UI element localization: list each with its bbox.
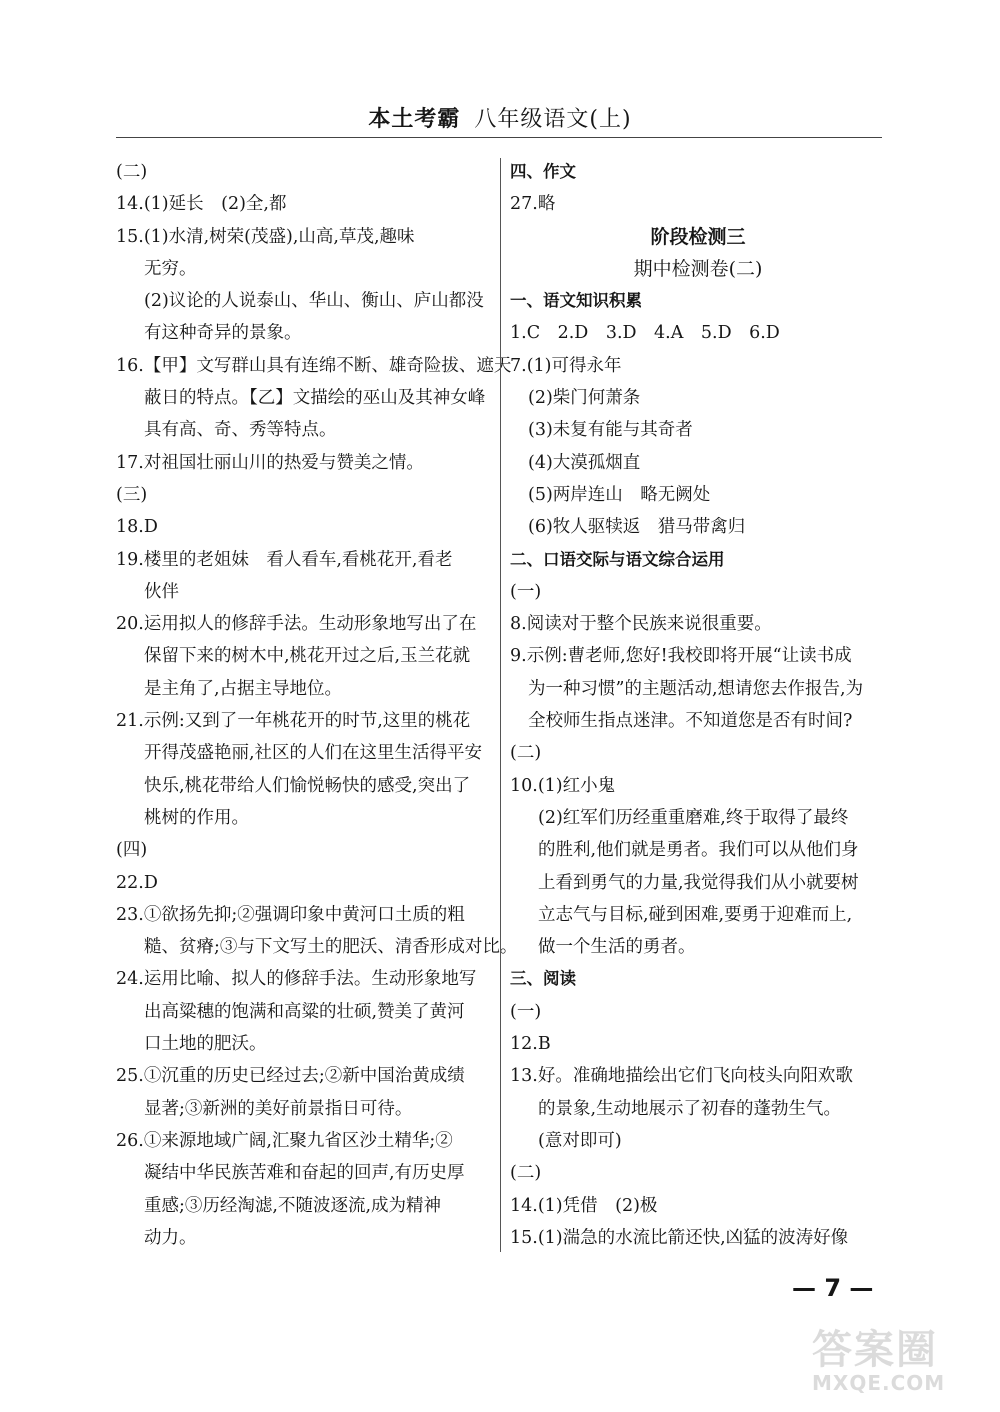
answer-line: 14.(1)凭借 (2)极 <box>510 1195 658 1216</box>
answer-line: 开得茂盛艳丽,社区的人们在这里生活得平安 <box>144 743 483 764</box>
section-subtitle: 期中检测卷(二) <box>633 257 763 280</box>
section-heading: 三、阅读 <box>510 969 576 989</box>
answer-line: 18.D <box>116 517 158 538</box>
answer-line: 16.【甲】文写群山具有连绵不断、雄奇险拔、遮天 <box>116 355 512 376</box>
answer-line: 糙、贫瘠;③与下文写土的肥沃、清香形成对比。 <box>144 937 518 958</box>
answer-line: 凝结中华民族苦难和奋起的回声,有历史厚 <box>144 1163 465 1184</box>
answer-line: (三) <box>116 484 148 505</box>
answer-line: 的景象,生动地展示了初春的蓬勃生气。 <box>538 1098 842 1119</box>
section-heading: 二、口语交际与语文综合运用 <box>510 549 725 569</box>
answer-line: 26.①来源地域广阔,汇聚九省区沙土精华;② <box>116 1130 453 1151</box>
answer-line: (3)未复有能与其奇者 <box>528 420 693 441</box>
watermark-top: 答案圈 <box>812 1327 938 1373</box>
answer-line: 24.运用比喻、拟人的修辞手法。生动形象地写 <box>116 969 477 990</box>
left-column <box>116 156 518 1254</box>
answer-line: 23.①欲扬先抑;②强调印象中黄河口土质的粗 <box>116 904 465 925</box>
answer-line: (二) <box>510 743 542 764</box>
answer-line: 蔽日的特点。【乙】文描绘的巫山及其神女峰 <box>144 388 486 409</box>
answer-line: 口土地的肥沃。 <box>144 1034 267 1055</box>
answer-line: 快乐,桃花带给人们愉悦畅快的感受,突出了 <box>144 775 471 796</box>
answer-line: 显著;③新洲的美好前景指日可待。 <box>144 1098 413 1119</box>
answer-line: 为一种习惯”的主题活动,想请您去作报告,为 <box>528 678 864 699</box>
header-rule <box>116 137 882 138</box>
answer-line: 19.楼里的老姐妹 看人看车,看桃花开,看老 <box>116 549 453 570</box>
answer-line: 21.示例:又到了一年桃花开的时节,这里的桃花 <box>116 711 471 732</box>
answer-line: 重感;③历经淘滤,不随波逐流,成为精神 <box>144 1195 442 1216</box>
answer-line: 7.(1)可得永年 <box>510 355 622 376</box>
answer-line: 上看到勇气的力量,我觉得我们从小就要树 <box>538 872 859 893</box>
answer-line: 27.略 <box>510 194 556 215</box>
answer-line: (2)柴门何萧条 <box>528 388 641 409</box>
answer-line: 立志气与目标,碰到困难,要勇于迎难而上, <box>538 904 853 925</box>
answer-line: 出高粱穗的饱满和高粱的壮硕,赞美了黄河 <box>144 1001 465 1022</box>
answer-line: (意对即可) <box>538 1130 622 1151</box>
answer-line: 14.(1)延长 (2)全,都 <box>116 194 287 215</box>
section-title: 阶段检测三 <box>650 225 746 248</box>
answer-line: (一) <box>510 1001 542 1022</box>
answer-line: (4)大漠孤烟直 <box>528 452 641 473</box>
answer-line: 有这种奇异的景象。 <box>144 323 302 344</box>
answer-line: 做一个生活的勇者。 <box>538 937 696 958</box>
answer-line: 13.好。准确地描绘出它们飞向枝头向阳欢歌 <box>510 1066 853 1087</box>
answer-line: (二) <box>510 1163 542 1184</box>
answer-line: 15.(1)湍急的水流比箭还快,凶猛的波涛好像 <box>510 1227 849 1248</box>
answer-line: (5)两岸连山 略无阙处 <box>528 484 711 505</box>
answer-line: 8.阅读对于整个民族来说很重要。 <box>510 614 772 635</box>
answer-line: (2)红军们历经重重磨难,终于取得了最终 <box>538 807 849 828</box>
answer-line: 伙伴 <box>144 581 179 602</box>
answer-line: 12.B <box>510 1034 551 1055</box>
answer-line: 动力。 <box>144 1227 197 1248</box>
book-subtitle: 八年级语文(上) <box>474 107 632 132</box>
answer-line: 保留下来的树木中,桃花开过之后,玉兰花就 <box>144 646 471 667</box>
page-number: — 7 — <box>792 1274 874 1302</box>
answer-line: 17.对祖国壮丽山川的热爱与赞美之情。 <box>116 452 424 473</box>
answer-line: 22.D <box>116 872 158 893</box>
answer-line: 1.C 2.D 3.D 4.A 5.D 6.D <box>510 323 780 344</box>
answer-line: 的胜利,他们就是勇者。我们可以从他们身 <box>538 840 859 861</box>
right-column <box>510 156 886 1254</box>
section-heading: 四、作文 <box>510 162 576 181</box>
answer-line: (二) <box>116 162 148 182</box>
answer-line: 10.(1)红小鬼 <box>510 775 616 796</box>
answer-line: 桃树的作用。 <box>144 807 249 828</box>
answer-line: 15.(1)水清,树荣(茂盛),山高,草茂,趣味 <box>116 226 415 247</box>
watermark-bottom: MXQE.COM <box>812 1371 946 1395</box>
answer-line: 25.①沉重的历史已经过去;②新中国治黄成绩 <box>116 1066 465 1087</box>
book-brand: 本土考霸 <box>368 107 461 132</box>
answer-line: (6)牧人驱犊返 猎马带禽归 <box>528 517 746 538</box>
answer-line: 具有高、奇、秀等特点。 <box>144 420 337 441</box>
page-header <box>0 102 1000 133</box>
answer-line: 全校师生指点迷津。不知道您是否有时间? <box>528 711 853 732</box>
column-divider <box>500 158 501 1252</box>
answer-line: 9.示例:曹老师,您好!我校即将开展“让读书成 <box>510 646 852 667</box>
answer-line: (一) <box>510 581 542 602</box>
answer-line: 20.运用拟人的修辞手法。生动形象地写出了在 <box>116 614 477 635</box>
answer-line: (四) <box>116 840 148 861</box>
answer-line: (2)议论的人说泰山、华山、衡山、庐山都没 <box>144 291 484 312</box>
section-heading: 一、语文知识积累 <box>510 291 642 311</box>
answer-line: 是主角了,占据主导地位。 <box>144 678 343 699</box>
answer-line: 无穷。 <box>144 258 197 279</box>
watermark-logo <box>812 1318 992 1408</box>
